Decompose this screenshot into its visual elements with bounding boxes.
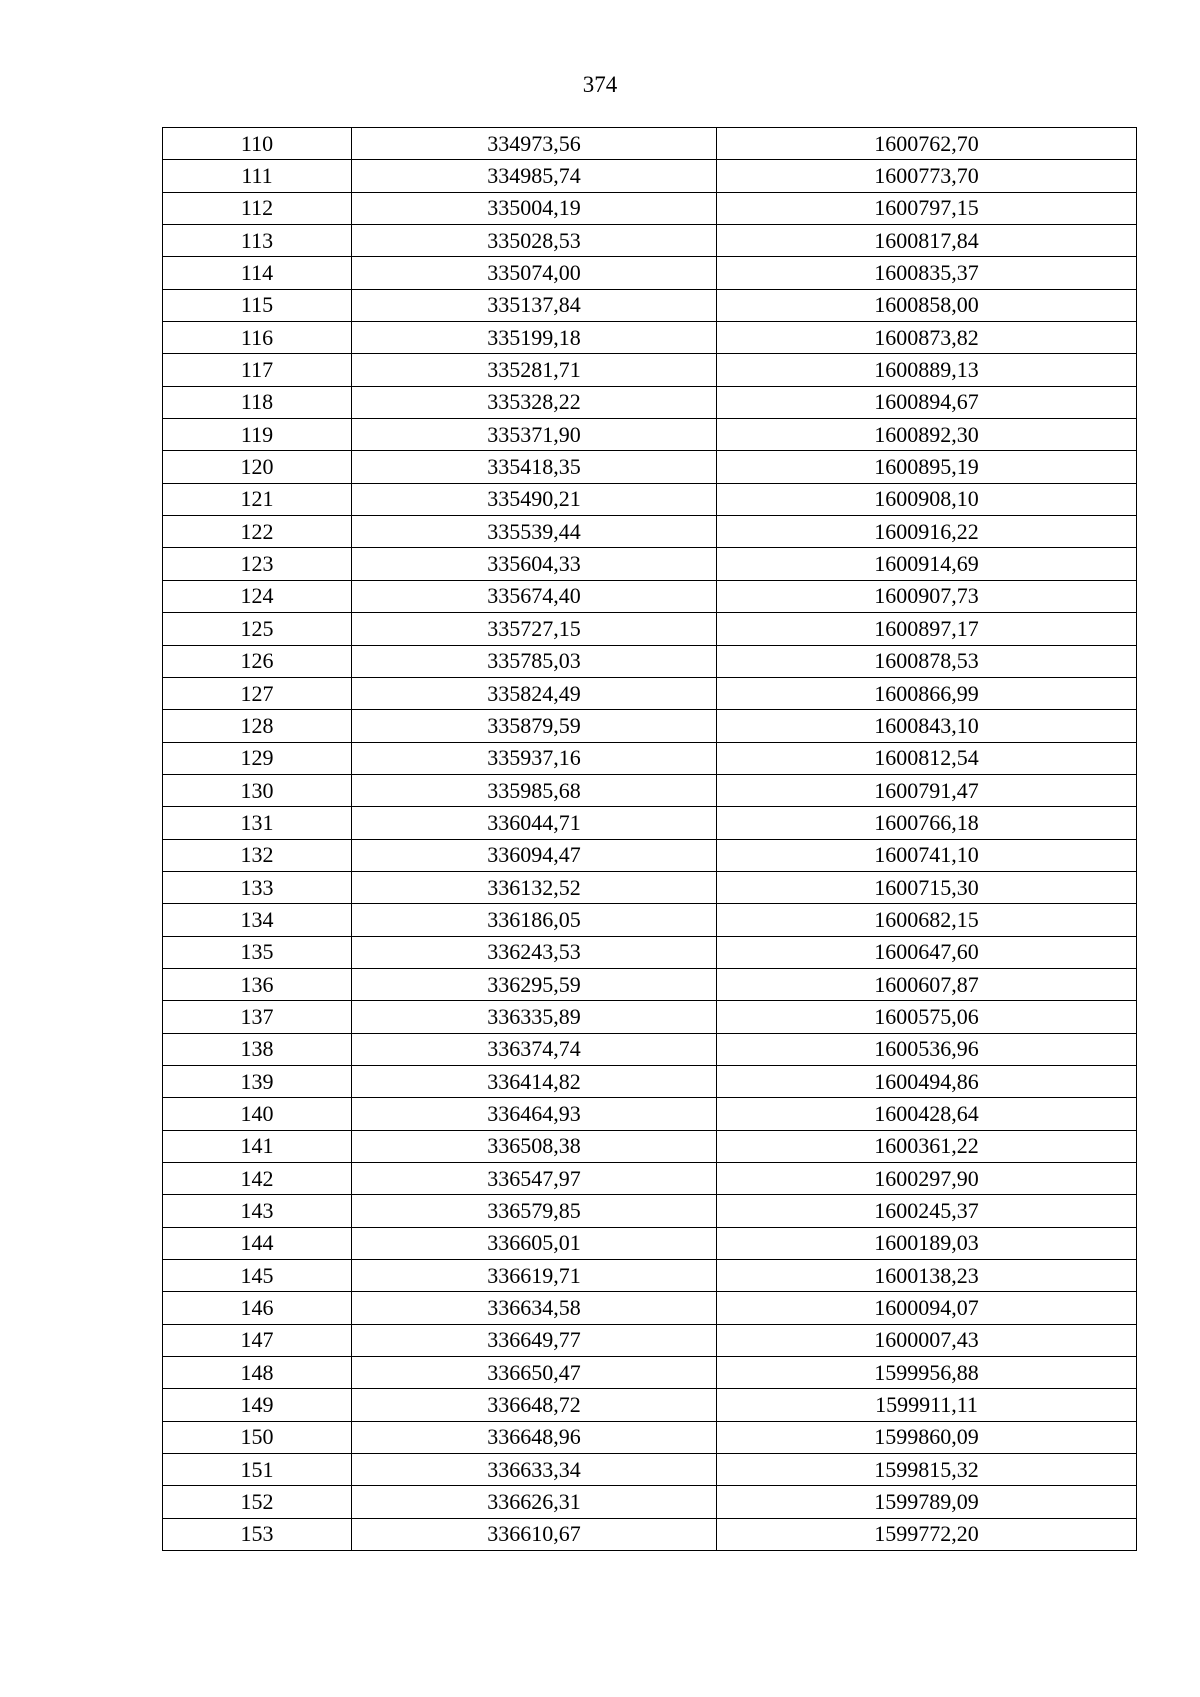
x-coordinate-cell: 336374,74 (352, 1033, 717, 1065)
y-coordinate-cell: 1600715,30 (717, 871, 1137, 903)
table-row (163, 1098, 1137, 1130)
point-number-cell: 136 (163, 968, 352, 1000)
y-coordinate-cell: 1599956,88 (717, 1357, 1137, 1389)
table-row (163, 1486, 1137, 1518)
x-coordinate-cell: 335604,33 (352, 548, 717, 580)
table-row (163, 192, 1137, 224)
point-number-cell: 117 (163, 354, 352, 386)
x-coordinate-cell: 336633,34 (352, 1454, 717, 1486)
x-coordinate-cell: 335985,68 (352, 774, 717, 806)
point-number-cell: 124 (163, 580, 352, 612)
table-row (163, 936, 1137, 968)
table-row (163, 1454, 1137, 1486)
point-number-cell: 153 (163, 1518, 352, 1550)
y-coordinate-cell: 1600916,22 (717, 516, 1137, 548)
point-number-cell: 135 (163, 936, 352, 968)
table-row (163, 322, 1137, 354)
y-coordinate-cell: 1600873,82 (717, 322, 1137, 354)
y-coordinate-cell: 1600297,90 (717, 1163, 1137, 1195)
y-coordinate-cell: 1599815,32 (717, 1454, 1137, 1486)
x-coordinate-cell: 336626,31 (352, 1486, 717, 1518)
y-coordinate-cell: 1599789,09 (717, 1486, 1137, 1518)
x-coordinate-cell: 336649,77 (352, 1324, 717, 1356)
table-row (163, 257, 1137, 289)
table-row (163, 645, 1137, 677)
y-coordinate-cell: 1600894,67 (717, 386, 1137, 418)
point-number-cell: 112 (163, 192, 352, 224)
x-coordinate-cell: 335674,40 (352, 580, 717, 612)
y-coordinate-cell: 1600138,23 (717, 1260, 1137, 1292)
y-coordinate-cell: 1600889,13 (717, 354, 1137, 386)
point-number-cell: 148 (163, 1357, 352, 1389)
x-coordinate-cell: 335727,15 (352, 613, 717, 645)
table-row (163, 1163, 1137, 1195)
y-coordinate-cell: 1600575,06 (717, 1001, 1137, 1033)
y-coordinate-cell: 1600428,64 (717, 1098, 1137, 1130)
point-number-cell: 116 (163, 322, 352, 354)
y-coordinate-cell: 1600817,84 (717, 225, 1137, 257)
y-coordinate-cell: 1600361,22 (717, 1130, 1137, 1162)
point-number-cell: 133 (163, 871, 352, 903)
point-number-cell: 118 (163, 386, 352, 418)
y-coordinate-cell: 1600812,54 (717, 742, 1137, 774)
coordinates-table-body (163, 128, 1137, 1551)
y-coordinate-cell: 1600494,86 (717, 1065, 1137, 1097)
point-number-cell: 127 (163, 677, 352, 709)
x-coordinate-cell: 336579,85 (352, 1195, 717, 1227)
x-coordinate-cell: 336094,47 (352, 839, 717, 871)
point-number-cell: 123 (163, 548, 352, 580)
table-row (163, 516, 1137, 548)
table-row (163, 839, 1137, 871)
table-row (163, 710, 1137, 742)
page-number: 374 (582, 72, 618, 97)
y-coordinate-cell: 1600094,07 (717, 1292, 1137, 1324)
point-number-cell: 147 (163, 1324, 352, 1356)
point-number-cell: 144 (163, 1227, 352, 1259)
y-coordinate-cell: 1599860,09 (717, 1421, 1137, 1453)
table-row (163, 548, 1137, 580)
y-coordinate-cell: 1600189,03 (717, 1227, 1137, 1259)
table-row (163, 289, 1137, 321)
table-row (163, 160, 1137, 192)
y-coordinate-cell: 1600843,10 (717, 710, 1137, 742)
table-row (163, 904, 1137, 936)
x-coordinate-cell: 335418,35 (352, 451, 717, 483)
y-coordinate-cell: 1600607,87 (717, 968, 1137, 1000)
table-row (163, 354, 1137, 386)
table-row (163, 774, 1137, 806)
x-coordinate-cell: 336650,47 (352, 1357, 717, 1389)
x-coordinate-cell: 335004,19 (352, 192, 717, 224)
y-coordinate-cell: 1600762,70 (717, 128, 1137, 160)
table-row (163, 1389, 1137, 1421)
y-coordinate-cell: 1600682,15 (717, 904, 1137, 936)
point-number-cell: 126 (163, 645, 352, 677)
y-coordinate-cell: 1600835,37 (717, 257, 1137, 289)
y-coordinate-cell: 1600536,96 (717, 1033, 1137, 1065)
x-coordinate-cell: 336186,05 (352, 904, 717, 936)
point-number-cell: 131 (163, 807, 352, 839)
table-row (163, 807, 1137, 839)
table-row (163, 1518, 1137, 1550)
point-number-cell: 152 (163, 1486, 352, 1518)
table-row (163, 742, 1137, 774)
y-coordinate-cell: 1600907,73 (717, 580, 1137, 612)
table-row (163, 483, 1137, 515)
x-coordinate-cell: 335539,44 (352, 516, 717, 548)
table-row (163, 386, 1137, 418)
point-number-cell: 121 (163, 483, 352, 515)
table-row (163, 1033, 1137, 1065)
point-number-cell: 125 (163, 613, 352, 645)
x-coordinate-cell: 335281,71 (352, 354, 717, 386)
table-row (163, 1130, 1137, 1162)
table-row (163, 1065, 1137, 1097)
point-number-cell: 128 (163, 710, 352, 742)
x-coordinate-cell: 334973,56 (352, 128, 717, 160)
table-row (163, 419, 1137, 451)
coordinates-table (162, 127, 1137, 1551)
x-coordinate-cell: 335371,90 (352, 419, 717, 451)
x-coordinate-cell: 336610,67 (352, 1518, 717, 1550)
point-number-cell: 137 (163, 1001, 352, 1033)
point-number-cell: 143 (163, 1195, 352, 1227)
x-coordinate-cell: 335490,21 (352, 483, 717, 515)
point-number-cell: 151 (163, 1454, 352, 1486)
x-coordinate-cell: 336648,96 (352, 1421, 717, 1453)
table-row (163, 613, 1137, 645)
table-row (163, 128, 1137, 160)
x-coordinate-cell: 335074,00 (352, 257, 717, 289)
y-coordinate-cell: 1600895,19 (717, 451, 1137, 483)
point-number-cell: 114 (163, 257, 352, 289)
x-coordinate-cell: 336605,01 (352, 1227, 717, 1259)
x-coordinate-cell: 336335,89 (352, 1001, 717, 1033)
table-row (163, 1292, 1137, 1324)
y-coordinate-cell: 1600797,15 (717, 192, 1137, 224)
table-row (163, 1001, 1137, 1033)
point-number-cell: 150 (163, 1421, 352, 1453)
x-coordinate-cell: 335028,53 (352, 225, 717, 257)
x-coordinate-cell: 335328,22 (352, 386, 717, 418)
x-coordinate-cell: 334985,74 (352, 160, 717, 192)
y-coordinate-cell: 1600908,10 (717, 483, 1137, 515)
point-number-cell: 130 (163, 774, 352, 806)
table-row (163, 968, 1137, 1000)
point-number-cell: 142 (163, 1163, 352, 1195)
point-number-cell: 113 (163, 225, 352, 257)
table-row (163, 1227, 1137, 1259)
y-coordinate-cell: 1600914,69 (717, 548, 1137, 580)
x-coordinate-cell: 336295,59 (352, 968, 717, 1000)
table-row (163, 1195, 1137, 1227)
point-number-cell: 110 (163, 128, 352, 160)
y-coordinate-cell: 1600773,70 (717, 160, 1137, 192)
point-number-cell: 129 (163, 742, 352, 774)
x-coordinate-cell: 335824,49 (352, 677, 717, 709)
x-coordinate-cell: 335199,18 (352, 322, 717, 354)
point-number-cell: 111 (163, 160, 352, 192)
point-number-cell: 141 (163, 1130, 352, 1162)
x-coordinate-cell: 336648,72 (352, 1389, 717, 1421)
point-number-cell: 138 (163, 1033, 352, 1065)
point-number-cell: 120 (163, 451, 352, 483)
x-coordinate-cell: 335137,84 (352, 289, 717, 321)
x-coordinate-cell: 336044,71 (352, 807, 717, 839)
x-coordinate-cell: 335879,59 (352, 710, 717, 742)
point-number-cell: 134 (163, 904, 352, 936)
point-number-cell: 122 (163, 516, 352, 548)
point-number-cell: 139 (163, 1065, 352, 1097)
x-coordinate-cell: 335785,03 (352, 645, 717, 677)
y-coordinate-cell: 1600878,53 (717, 645, 1137, 677)
point-number-cell: 145 (163, 1260, 352, 1292)
x-coordinate-cell: 336464,93 (352, 1098, 717, 1130)
x-coordinate-cell: 336619,71 (352, 1260, 717, 1292)
y-coordinate-cell: 1600766,18 (717, 807, 1137, 839)
y-coordinate-cell: 1600791,47 (717, 774, 1137, 806)
x-coordinate-cell: 336132,52 (352, 871, 717, 903)
table-row (163, 1421, 1137, 1453)
table-row (163, 1324, 1137, 1356)
y-coordinate-cell: 1599911,11 (717, 1389, 1137, 1421)
y-coordinate-cell: 1600858,00 (717, 289, 1137, 321)
table-row (163, 451, 1137, 483)
x-coordinate-cell: 336414,82 (352, 1065, 717, 1097)
table-row (163, 677, 1137, 709)
x-coordinate-cell: 336508,38 (352, 1130, 717, 1162)
x-coordinate-cell: 335937,16 (352, 742, 717, 774)
x-coordinate-cell: 336243,53 (352, 936, 717, 968)
point-number-cell: 132 (163, 839, 352, 871)
table-row (163, 871, 1137, 903)
y-coordinate-cell: 1600245,37 (717, 1195, 1137, 1227)
point-number-cell: 119 (163, 419, 352, 451)
y-coordinate-cell: 1600647,60 (717, 936, 1137, 968)
x-coordinate-cell: 336634,58 (352, 1292, 717, 1324)
point-number-cell: 149 (163, 1389, 352, 1421)
y-coordinate-cell: 1599772,20 (717, 1518, 1137, 1550)
y-coordinate-cell: 1600866,99 (717, 677, 1137, 709)
y-coordinate-cell: 1600897,17 (717, 613, 1137, 645)
x-coordinate-cell: 336547,97 (352, 1163, 717, 1195)
point-number-cell: 140 (163, 1098, 352, 1130)
table-row (163, 225, 1137, 257)
table-row (163, 1357, 1137, 1389)
y-coordinate-cell: 1600007,43 (717, 1324, 1137, 1356)
point-number-cell: 115 (163, 289, 352, 321)
y-coordinate-cell: 1600892,30 (717, 419, 1137, 451)
table-row (163, 1260, 1137, 1292)
table-row (163, 580, 1137, 612)
y-coordinate-cell: 1600741,10 (717, 839, 1137, 871)
point-number-cell: 146 (163, 1292, 352, 1324)
